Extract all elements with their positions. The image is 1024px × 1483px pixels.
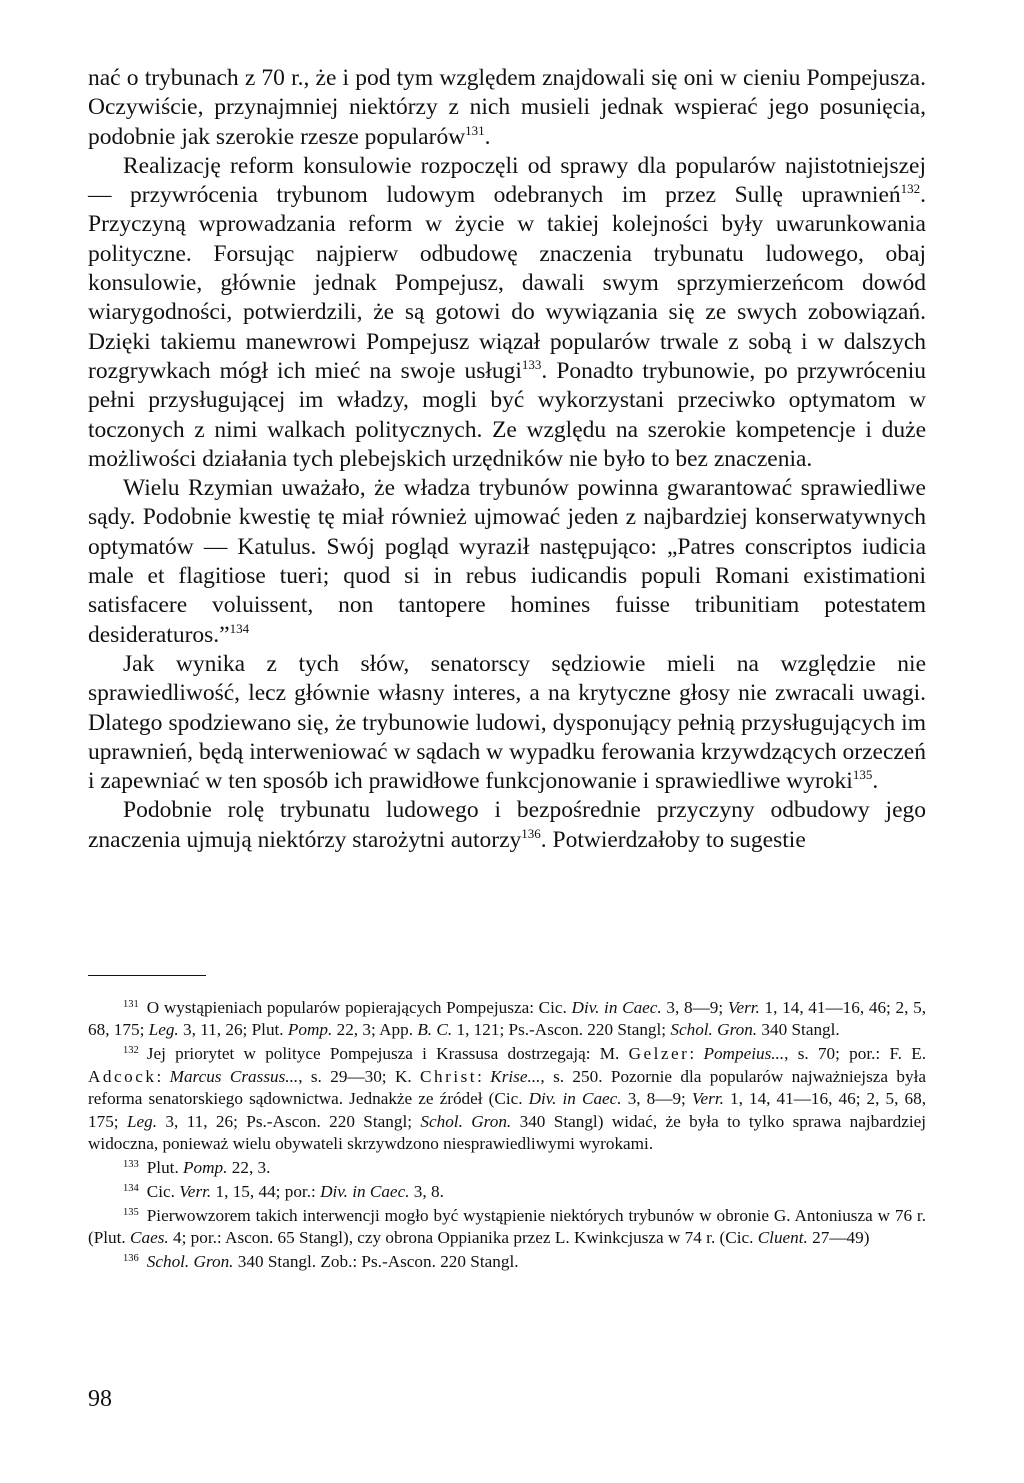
text-run: , s. 70; por.: F. E. xyxy=(784,1044,926,1064)
citation-title: Pomp. xyxy=(287,1020,333,1040)
citation-title: Leg. xyxy=(126,1111,158,1131)
citation-title: Schol. Gron. xyxy=(146,1251,234,1271)
text-run: 3, 11, 26; Ps.-Ascon. 220 Stangl; xyxy=(157,1111,421,1131)
citation-title: Div. in Caec. xyxy=(571,998,662,1017)
text-run: . Ponadto trybunowie, po przywróceniu pełni przysługującej im władzy, mogli być wykorzystani przeciwko optymatom w toczonych z nimi walkach politycznych. Ze względu na szerokie kompetencje i duże możliwości działania tych plebejskich urzędników nie było to bez znaczenia. xyxy=(88,357,926,472)
citation-title: Marcus Crassus... xyxy=(169,1066,299,1086)
text-run: 22, 3; App. xyxy=(332,1020,418,1040)
text-run: Wielu Rzymian uważało, że władza trybunów powinna gwarantować sprawiedliwe sądy. Podobnie kwestię tę miał również ujmować jeden z najbardziej konserwatywnych optymatów — Katulus. Swój pogląd wyraził następująco: „Patres conscriptos iudicia male et flagitiose tueri; quod si in rebus iudicandis populi Romani existimationi satisfacere voluissent, non tantopere homines fuisse tribunitiam potestatem desideraturos.” xyxy=(88,475,926,648)
text-run: 1, 14, 41—16, 46; 2, 5, 68, 175; xyxy=(88,998,926,1040)
author-name: Gelzer xyxy=(628,1044,690,1064)
footnote-number: 136 xyxy=(123,1252,139,1264)
main-text xyxy=(88,64,926,855)
footnote-reference: 132 xyxy=(900,181,921,197)
text-run: 340 Stangl. Zob.: Ps.-Ascon. 220 Stangl. xyxy=(233,1251,519,1271)
text-run: 1, 15, 44; por.: xyxy=(211,1181,321,1201)
text-run: . xyxy=(872,768,879,795)
text-run: . Przyczyną wprowadzania reform w życie w takiej kolejności były uwarunkowania polityczne. Forsując najpierw odbudowę znaczenia trybunatu ludowego, obaj konsulowie, głównie jednak Pompejusz, dawali swym sprzymierzeńcom dowód wiarygodności, potwierdzili, że są gotowi do wywiązania się ze swych zobowiązań. Dzięki takiemu manewrowi Pompejusz wiązał popularów trwale z sobą i w dalszych rozgrywkach mógł ich mieć na swoje usługi xyxy=(88,182,926,384)
text-run: . xyxy=(484,123,491,150)
paragraph xyxy=(88,650,926,796)
paragraph xyxy=(88,796,926,855)
citation-title: Leg. xyxy=(148,1020,179,1040)
text-run: : xyxy=(477,1066,491,1086)
text-run: , s. 29—30; K. xyxy=(298,1066,421,1086)
author-name: Christ xyxy=(420,1066,478,1086)
text-run: 27—49) xyxy=(807,1228,870,1248)
footnote-reference: 131 xyxy=(465,122,485,138)
text-run: Pierwowzorem takich interwencji mogło być wystąpienie niektórych trybunów w obronie G. Antoniusza w 76 r. (Plut. xyxy=(88,1205,926,1248)
citation-title: Verr. xyxy=(727,998,760,1017)
footnote-number: 131 xyxy=(123,999,139,1010)
text-run: 4; por.: Ascon. 65 Stangl), czy obrona Oppianika przez L. Kwinkcjusza w 74 r. (Cic. xyxy=(168,1228,758,1248)
text-run: Cic. xyxy=(146,1181,180,1201)
paragraph xyxy=(88,474,926,650)
citation-title: Pompeius... xyxy=(703,1044,785,1064)
citation-title: Caes. xyxy=(130,1228,169,1248)
citation-title: Div. in Caec. xyxy=(320,1181,410,1201)
footnote xyxy=(88,1157,926,1179)
text-run: Jej priorytet w polityce Pompejusza i Krassusa dostrzegają: M. xyxy=(146,1044,629,1064)
text-run: , s. 250. Pozornie dla popularów najważniejsza była reforma senatorskiego sądownictwa. Jednakże ze źródeł (Cic. xyxy=(88,1066,927,1109)
text-run: 3, 8. xyxy=(409,1181,444,1201)
author-name: Adcock xyxy=(88,1066,157,1086)
footnote xyxy=(88,1251,926,1273)
text-run: : xyxy=(156,1066,170,1086)
text-run: 3, 11, 26; Plut. xyxy=(178,1020,288,1040)
page-number: 98 xyxy=(88,1386,112,1412)
citation-title: Div. in Caec. xyxy=(528,1089,622,1109)
citation-title: Schol. Gron. xyxy=(670,1020,758,1040)
citation-title: Schol. Gron. xyxy=(420,1111,512,1131)
text-run: Realizację reform konsulowie rozpoczęli od sprawy dla popularów najistotniejszej — przywrócenia trybunom ludowym odebranych im przez Sullę uprawnień xyxy=(88,152,926,209)
footnote-number: 135 xyxy=(123,1206,139,1218)
paragraph xyxy=(88,64,926,152)
footnote-number: 132 xyxy=(123,1045,139,1057)
footnote xyxy=(88,1205,926,1250)
citation-title: Cluent. xyxy=(757,1228,808,1248)
text-run: 22, 3. xyxy=(227,1157,271,1177)
text-run: O wystąpieniach popularów popierających Pompejusza: Cic. xyxy=(146,998,572,1017)
citation-title: Verr. xyxy=(691,1089,724,1109)
footnote-separator xyxy=(88,975,206,976)
footnote-reference: 135 xyxy=(852,767,873,783)
footnote xyxy=(88,997,926,1042)
footnote-reference: 134 xyxy=(229,620,250,636)
text-run: Jak wynika z tych słów, senatorscy sędziowie mieli na względzie nie sprawiedliwość, lecz głównie własny interes, a na krytyczne głosy nie zwracali uwagi. Dlatego spodziewano się, że trybunowie ludowi, dysponujący pełnią przysługujących im uprawnień, będą interweniować w sądach w wypadku ferowania krzywdzących orzeczeń i zapewniać w ten sposób ich prawidłowe funkcjonowanie i sprawiedliwe wyroki xyxy=(88,650,926,795)
footnote-reference: 136 xyxy=(521,825,541,841)
text-run: Podobnie rolę trybunatu ludowego i bezpośrednie przyczyny odbudowy jego znaczenia ujmują niektórzy starożytni autorzy xyxy=(88,797,926,853)
paragraph xyxy=(88,152,926,474)
text-run: 340 Stangl. xyxy=(757,1020,840,1040)
footnote xyxy=(88,1043,926,1155)
text-run: . Potwierdzałoby to sugestie xyxy=(540,826,806,853)
text-run: 3, 8—9; xyxy=(621,1089,692,1109)
citation-title: Krise... xyxy=(490,1066,541,1086)
footnote-number: 133 xyxy=(123,1158,139,1170)
text-run: : xyxy=(689,1044,704,1064)
footnotes xyxy=(88,997,926,1275)
text-run: 340 Stangl) widać, że była to tylko sprawa najbardziej widoczna, ponieważ wielu obywateli skrzywdzono niesprawiedliwymi wyrokami. xyxy=(88,1111,927,1153)
footnote xyxy=(88,1181,926,1203)
footnote-reference: 133 xyxy=(521,356,542,372)
citation-title: Verr. xyxy=(179,1181,212,1201)
text-run: 3, 8—9; xyxy=(661,998,728,1017)
text-run: 1, 121; Ps.-Ascon. 220 Stangl; xyxy=(452,1020,671,1040)
citation-title: Pomp. xyxy=(183,1157,228,1177)
text-run: Plut. xyxy=(146,1157,184,1177)
footnote-number: 134 xyxy=(123,1182,139,1194)
text-run: 1, 14, 41—16, 46; 2, 5, 68, 175; xyxy=(88,1089,926,1131)
citation-title: B. C. xyxy=(417,1020,453,1040)
text-run: nać o trybunach z 70 r., że i pod tym względem znajdowali się oni w cieniu Pompejusza. Oczywiście, przynajmniej niektórzy z nich musieli jednak wspierać jego posunięcia, podobnie jak szerokie rzesze popularów xyxy=(88,65,926,150)
